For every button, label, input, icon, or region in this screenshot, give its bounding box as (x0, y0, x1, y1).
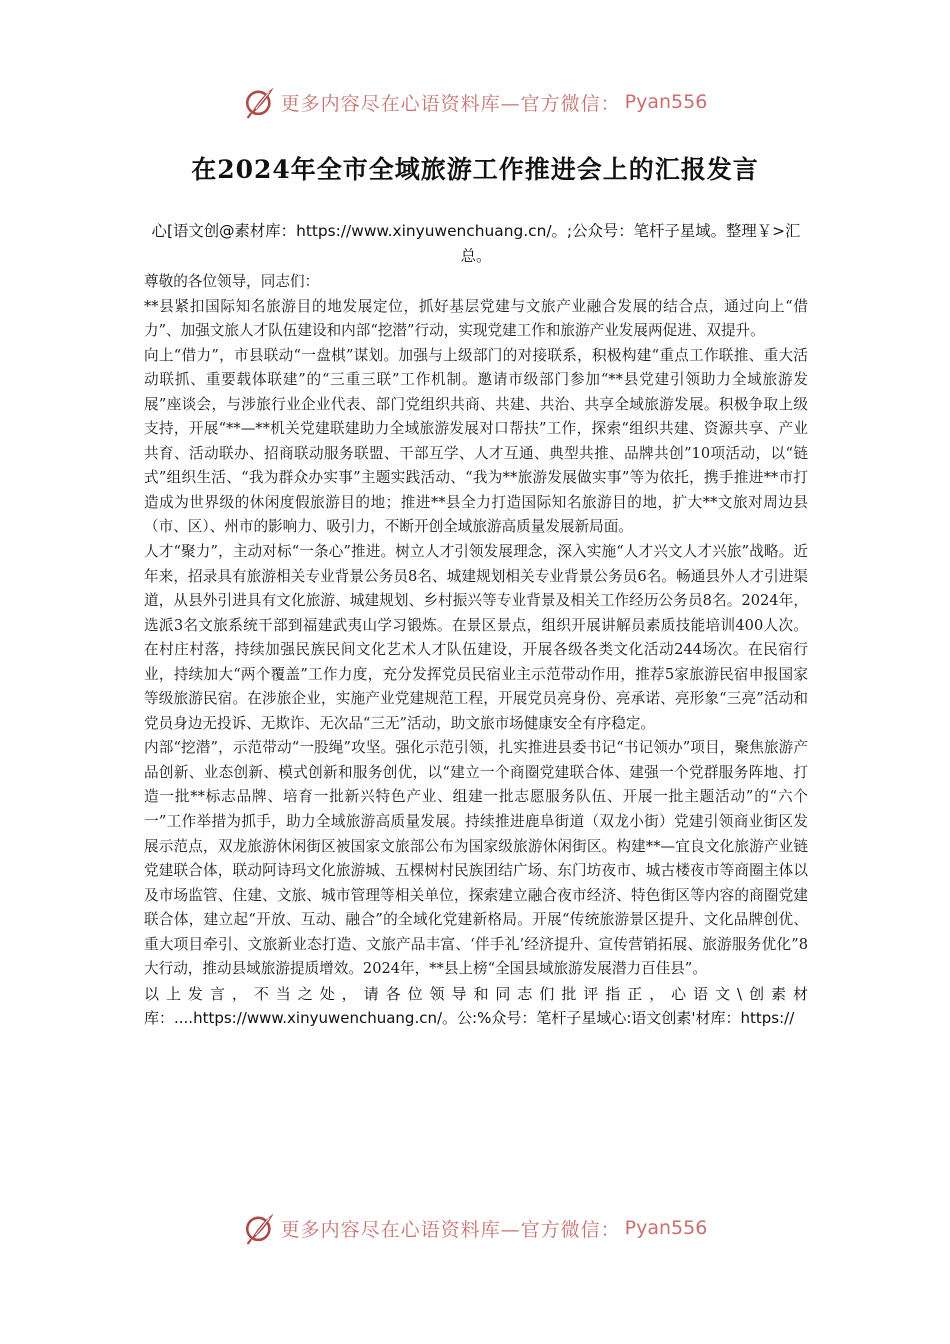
salutation: 尊敬的各位领导，同志们： (144, 273, 320, 290)
paragraph: 向上“借力”，市县联动“一盘棋”谋划。加强与上级部门的对接联系，积极构建“重点工作联推、重大活动联抓、重要载体联建”的“三重三联”工作机制。邀请市级部门参加“**县党建引领助力全域旅游发展”座谈会，与涉旅行业企业代表、部门党组织共商、共建、共治、共享全域旅游发展。积极争取上级支持，开展“**—**机关党建联建助力全域旅游发展对口帮扶”工作，探索“组织共建、资源共享、产业共育、活动联办、招商联动服务联盟、干部互学、人才互通、典型共推、品牌共创”10项活动，以“链式”组织生活、“我为群众办实事”主题实践活动、“我为**旅游发展做实事”等为依托，携手推进**市打造成为世界级的休闲度假旅游目的地；推进**县全力打造国际知名旅游目的地，扩大**文旅对周边县（市、区）、州市的影响力、吸引力，不断开创全域旅游高质量发展新局面。 (144, 346, 808, 536)
closing-remarks: 以上发言，不当之处，请各位领导和同志们批评指正，心语文\创素材库：....https://www.xinyuwenchuang.cn/。公:%众号：笔杆子星域心:语文创素'材库：https:// (144, 984, 808, 1028)
banner-wechat-id: Pyan556 (624, 1217, 708, 1239)
document-body (144, 270, 808, 1031)
document-title: 在2024年全市全域旅游工作推进会上的汇报发言 (191, 155, 759, 184)
header-banner (0, 82, 950, 122)
footer-banner (0, 1208, 950, 1248)
paragraph: 内部“挖潜”，示范带动“一股绳”攻坚。强化示范引领，扎实推进县委书记“书记领办”项目，聚焦旅游产品创新、业态创新、模式创新和服务创优，以“建立一个商圈党建联合体、建强一个党群服务阵地、打造一批**标志品牌、培育一批新兴特色产业、组建一批志愿服务队伍、开展一批主题活动”的“六个一”工作举措为抓手，助力全域旅游高质量发展。持续推进鹿阜街道（双龙小街）党建引领商业街区发展示范点，双龙旅游休闲街区被国家文旅部公布为国家级旅游休闲街区。构建**—宜良文化旅游产业链党建联合体，联动阿诗玛文化旅游城、五棵树村民族团结广场、东门坊夜市、城古楼夜市等商圈主体以及市场监管、住建、文旅、城市管理等相关单位，探索建立融合夜市经济、特色街区等内容的商圈党建联合体，建立起“开放、互动、融合”的全域化党建新格局。开展“传统旅游景区提升、文化品牌创优、重大项目牵引、文旅新业态打造、文旅产品丰富、‘伴手礼’经济提升、宣传营销拓展、旅游服务优化”8大行动，推动县域旅游提质增效。2024年，**县上榜“全国县域旅游发展潜力百佳县”。 (144, 739, 808, 978)
paragraph: **县紧扣国际知名旅游目的地发展定位，抓好基层党建与文旅产业融合发展的结合点，通过向上“借力”、加强文旅人才队伍建设和内部“挖潜”行动，实现党建工作和旅游产业发展两促进、双提升。 (144, 297, 808, 340)
banner-text: 更多内容尽在心语资料库—官方微信： (280, 92, 621, 115)
banner-wechat-id: Pyan556 (624, 91, 708, 113)
feather-logo-icon (243, 1211, 277, 1245)
source-line: 心[语文创@素材库：https://www.xinyuwenchuang.cn/。;公众号：笔杆子星域。整理￥>汇总。 (151, 222, 801, 265)
paragraph: 人才“聚力”，主动对标“一条心”推进。树立人才引领发展理念，深入实施“人才兴文人才兴旅”战略。近年来，招录具有旅游相关专业背景公务员8名、城建规划相关专业背景公务员6名。畅通县外人才引进渠道，从县外引进具有文化旅游、城建规划、乡村振兴等专业背景及相关工作经历公务员8名。2024年，选派3名文旅系统干部到福建武夷山学习锻炼。在景区景点，组织开展讲解员素质技能培训400人次。在村庄村落，持续加强民族民间文化艺术人才队伍建设，开展各级各类文化活动244场次。在民宿行业，持续加大“两个覆盖”工作力度，充分发挥党员民宿业主示范带动作用，推荐5家旅游民宿申报国家等级旅游民宿。在涉旅企业，实施产业党建规范工程，开展党员亮身份、亮承诺、亮形象“三亮”活动和党员身边无投诉、无欺诈、无次品“三无”活动，助文旅市场健康安全有序稳定。 (144, 543, 808, 732)
feather-logo-icon (243, 85, 277, 119)
banner-text: 更多内容尽在心语资料库—官方微信： (280, 1218, 621, 1241)
